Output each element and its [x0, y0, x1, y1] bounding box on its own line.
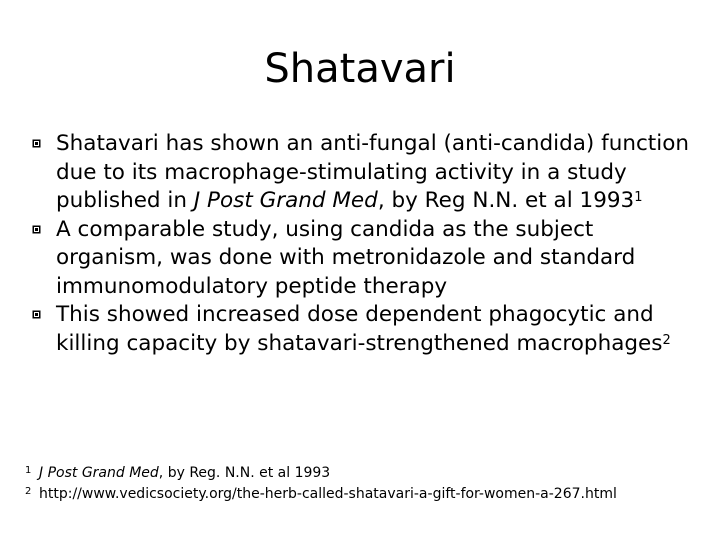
bullet-item	[32, 130, 704, 216]
bullet-item	[32, 301, 704, 358]
footnote-text: , by Reg. N.N. et al 1993	[158, 465, 331, 481]
bullet-text: Shatavari has shown an anti-fungal (anti-candida) function due to its macrophage-stimulating activity in a study published in	[56, 131, 689, 213]
bullet-list	[32, 130, 704, 358]
footnote-number: 1	[25, 465, 32, 476]
footnote-url: http://www.vedicsociety.org/the-herb-called-shatavari-a-gift-for-women-a-267.html	[39, 486, 617, 502]
footnote-2	[25, 484, 705, 505]
footnote-ref-1: 1	[634, 190, 643, 205]
square-bullet-icon	[32, 225, 41, 234]
bullet-item	[32, 216, 704, 302]
footnote-number: 2	[25, 486, 32, 497]
footnote-1	[25, 463, 705, 484]
bullet-text-cont: , by Reg N.N. et al 1993	[377, 188, 635, 213]
footnote-journal: J Post Grand Med	[39, 465, 159, 481]
square-bullet-icon	[32, 139, 41, 148]
footnote-ref-2: 2	[662, 332, 671, 348]
bullet-text: This showed increased dose dependent phagocytic and killing capacity by shatavari-strengthened macrophages	[56, 302, 663, 356]
square-bullet-icon	[32, 310, 41, 319]
journal-name: J Post Grand Med	[193, 188, 378, 213]
slide-title: Shatavari	[264, 46, 456, 92]
footnotes	[25, 463, 705, 505]
bullet-text: A comparable study, using candida as the subject organism, was done with metronidazole and standard immunomodulatory peptide therapy	[56, 216, 636, 299]
